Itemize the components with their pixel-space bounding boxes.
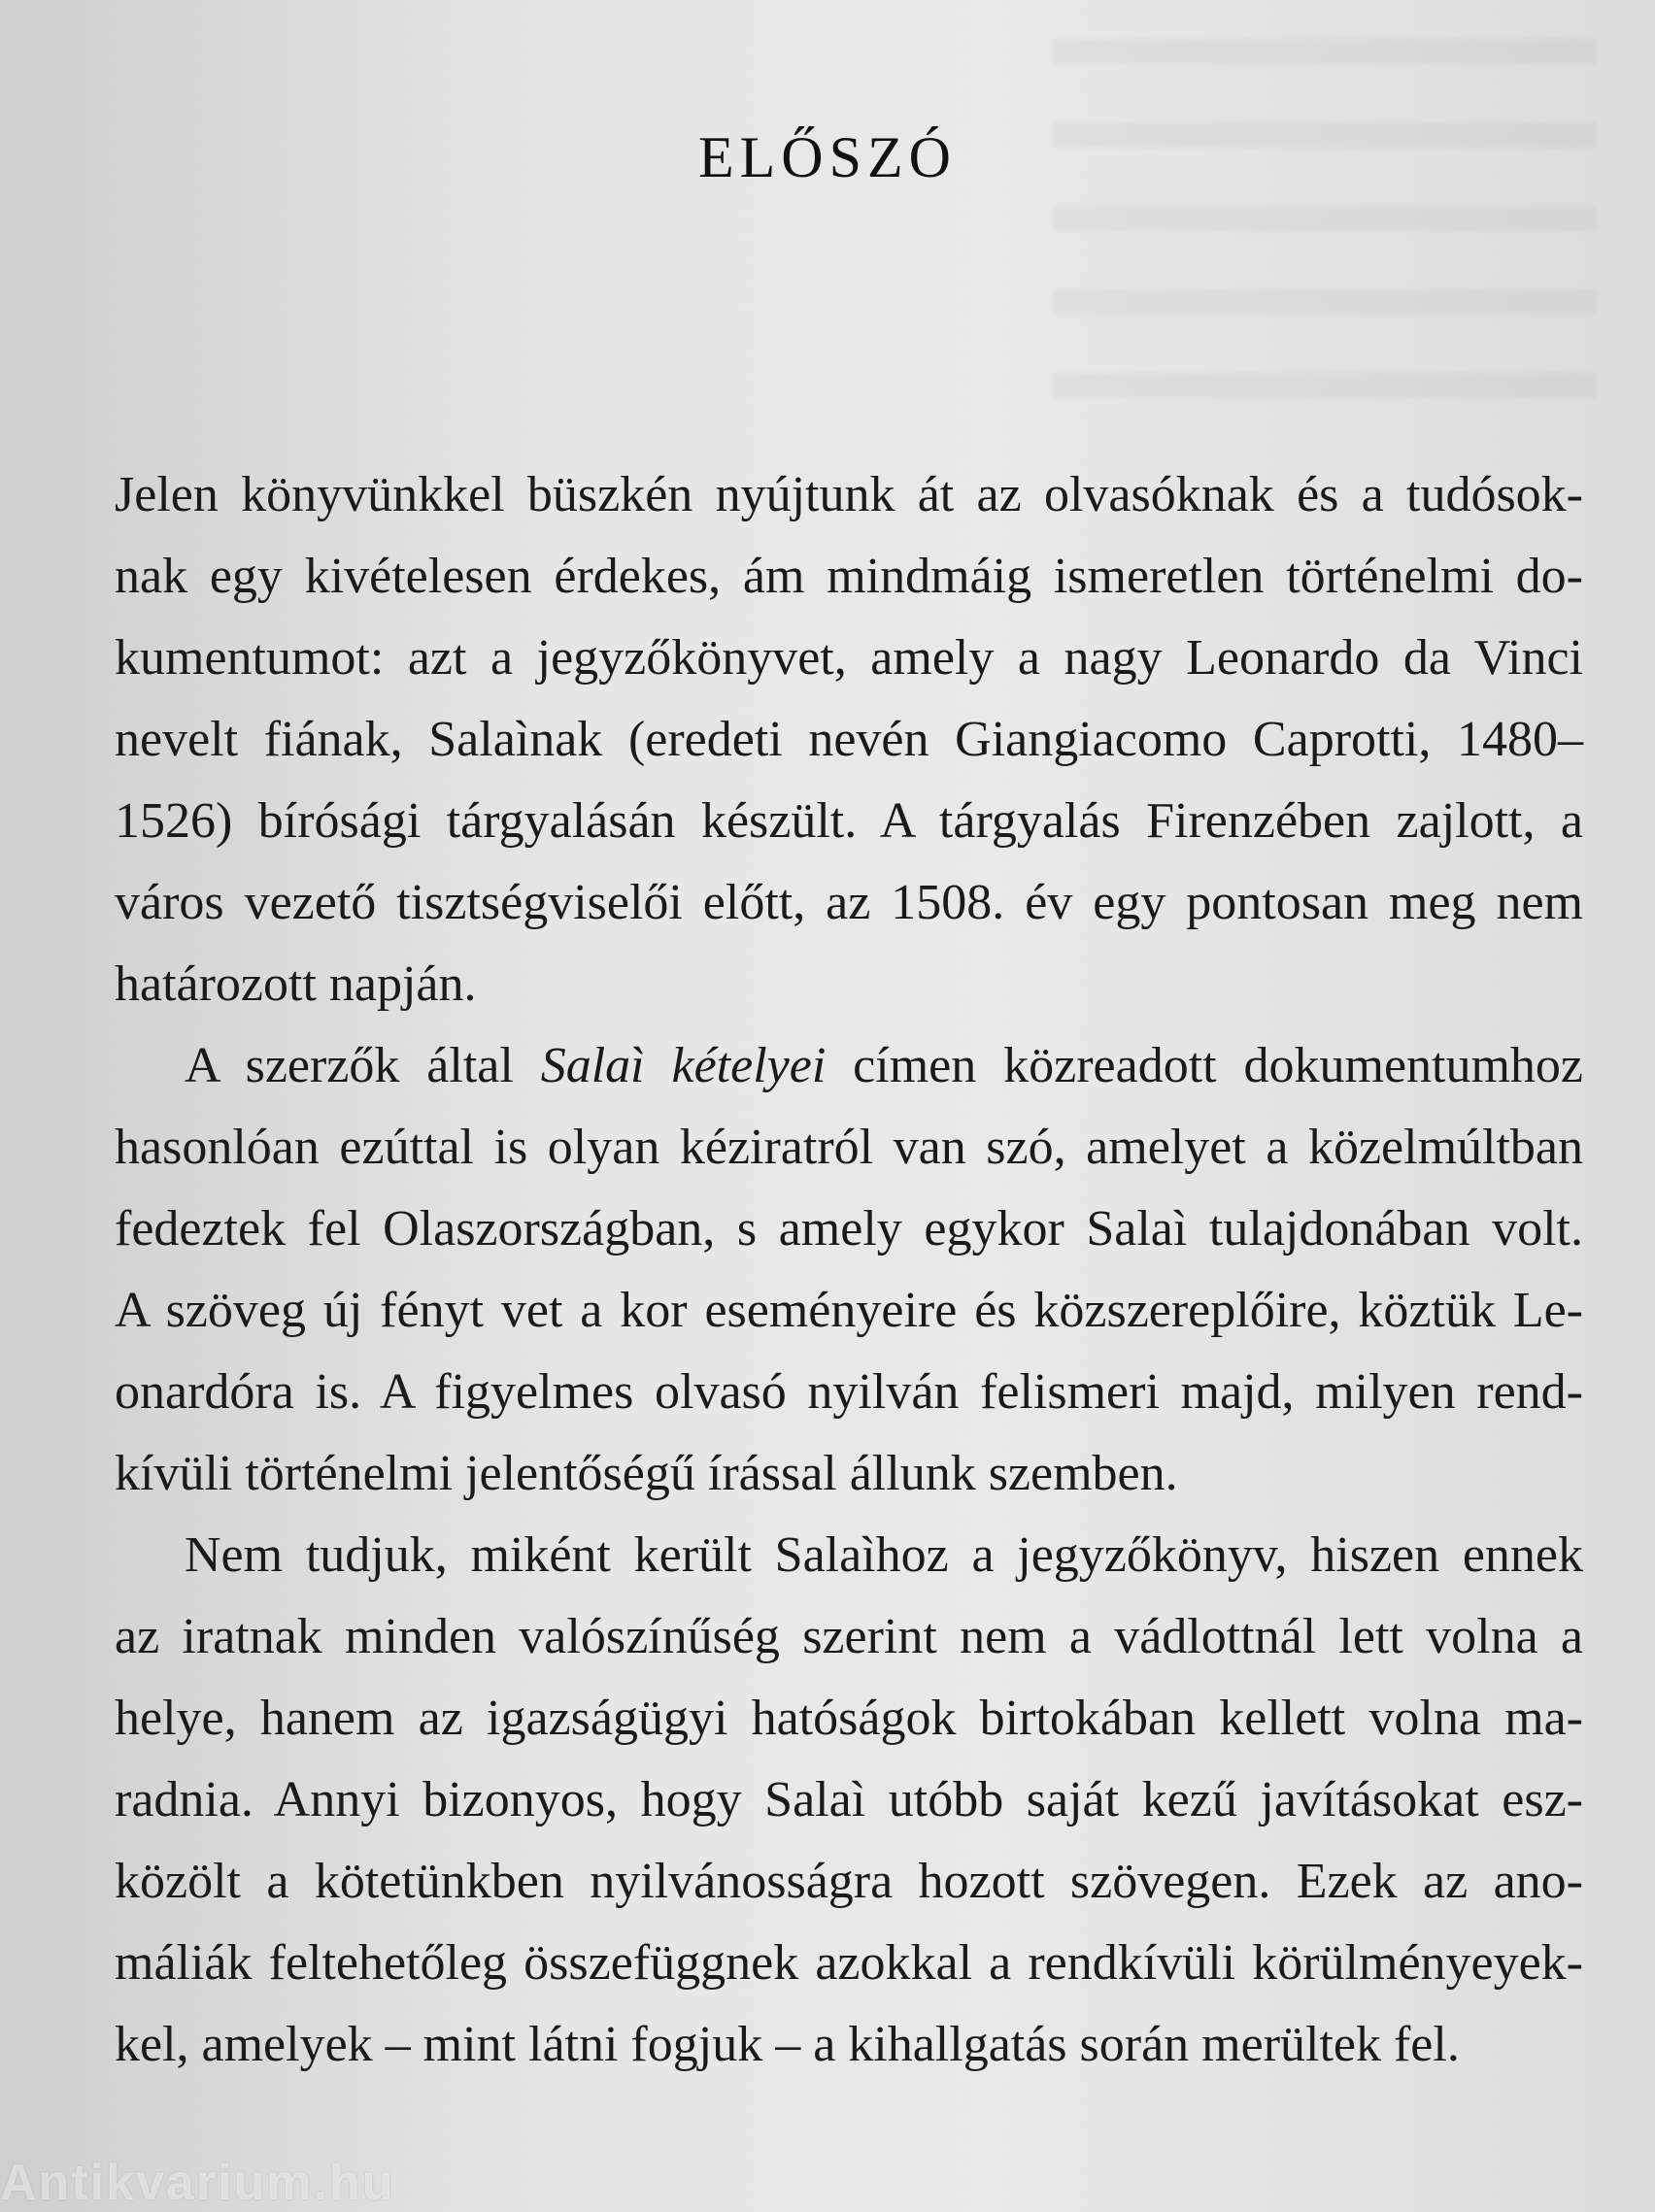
page-title: ELŐSZÓ — [698, 125, 957, 189]
text-line: A szöveg új fényt vet a kor eseményeire és közszereplőire, köztük Le- — [115, 1283, 1583, 1338]
text-line: kel, amelyek – mint látni fogjuk – a kihallgatás során merültek fel. — [115, 2017, 1460, 2072]
text-line: máliák feltehetőleg összefüggnek azokkal a rendkívüli körülményeyek- — [115, 1935, 1583, 1991]
text-line: az iratnak minden valószínűség szerint nem a vádlottnál lett volna a — [115, 1609, 1583, 1664]
text-line: 1526) bírósági tárgyalásán készült. A tárgyalás Firenzében zajlott, a — [115, 793, 1583, 849]
text-segment: A szerzők által — [185, 1038, 541, 1093]
paragraph-1 — [115, 454, 1583, 1025]
text-line: onardóra is. A figyelmes olvasó nyilván felismeri majd, milyen rend- — [115, 1364, 1583, 1420]
text-line: város vezető tisztségviselői előtt, az 1508. év egy pontosan meg nem — [115, 875, 1583, 930]
paragraph-2 — [115, 1025, 1583, 1515]
text-line-first: Nem tudjuk, miként került Salaìhoz a jegyzőkönyv, hiszen ennek — [185, 1527, 1583, 1583]
text-line: Jelen könyvünkkel büszkén nyújtunk át az olvasóknak és a tudósok- — [115, 467, 1583, 522]
text-line: nevelt fiának, Salaìnak (eredeti nevén Giangiacomo Caprotti, 1480– — [115, 712, 1583, 767]
watermark-logo: Antikvarium.hu — [0, 2155, 395, 2211]
text-line: kívüli történelmi jelentőségű írással állunk szemben. — [115, 1446, 1178, 1501]
text-line: határozott napján. — [115, 956, 477, 1012]
text-line: radnia. Annyi bizonyos, hogy Salaì utóbb saját kezű javításokat esz- — [115, 1772, 1583, 1827]
body-text — [115, 454, 1583, 2086]
text-segment: címen közreadott dokumentumhoz — [826, 1038, 1583, 1093]
text-line: közölt a kötetünkben nyilvánosságra hozott szövegen. Ezek az ano- — [115, 1854, 1583, 1909]
text-line: helye, hanem az igazságügyi hatóságok birtokában kellett volna ma- — [115, 1691, 1583, 1746]
text-line: kumentumot: azt a jegyzőkönyvet, amely a nagy Leonardo da Vinci — [115, 630, 1583, 686]
text-line-first — [115, 1025, 1583, 1107]
show-through-shadow — [1053, 39, 1597, 408]
text-line: hasonlóan ezúttal is olyan kéziratról van szó, amelyet a közelmúltban — [115, 1120, 1583, 1175]
paragraph-3 — [115, 1515, 1583, 2086]
text-line: fedeztek fel Olaszországban, s amely egykor Salaì tulajdonában volt. — [115, 1201, 1583, 1257]
text-line: nak egy kivételesen érdekes, ám mindmáig ismeretlen történelmi do- — [115, 549, 1583, 604]
book-title-italic: Salaì kételyei — [540, 1038, 827, 1093]
